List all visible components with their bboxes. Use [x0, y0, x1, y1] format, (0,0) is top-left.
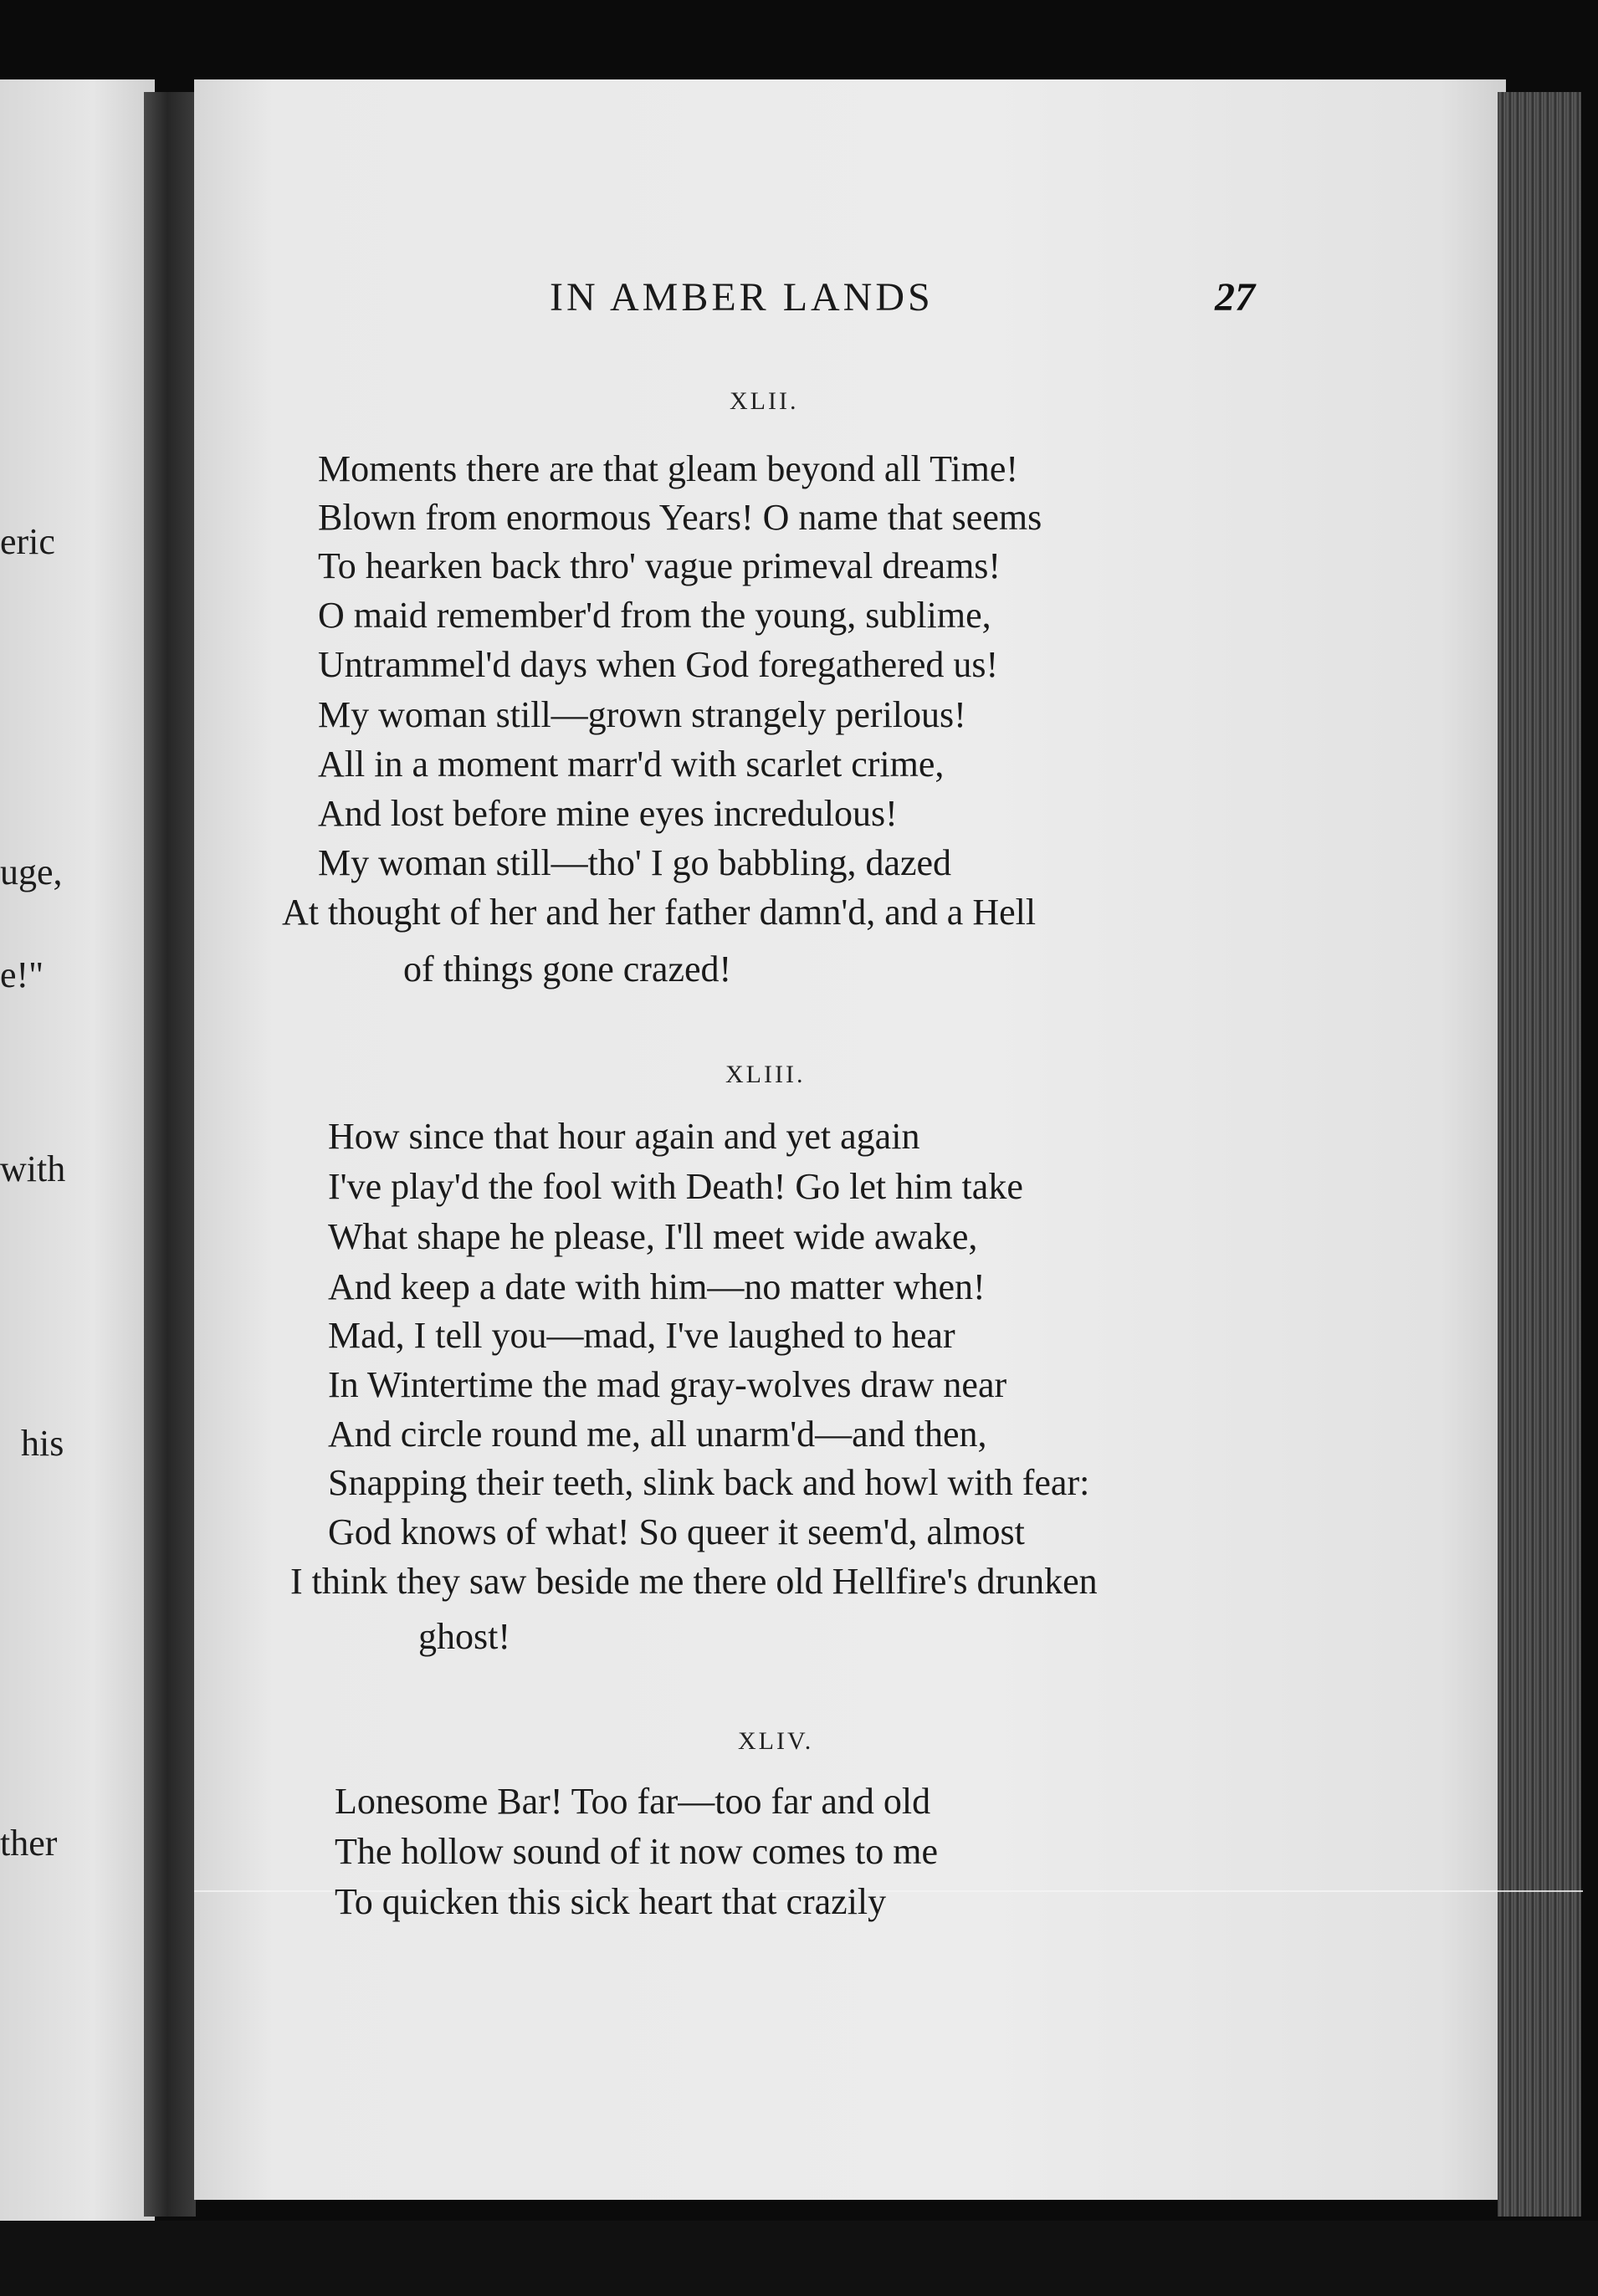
left-page-fragment: uge,: [0, 851, 63, 892]
verse-line: of things gone crazed!: [403, 949, 732, 989]
left-page-fragment: ther: [0, 1823, 58, 1864]
verse-line: Snapping their teeth, slink back and howl with fear:: [328, 1462, 1090, 1503]
left-page-fragment: his: [21, 1423, 64, 1464]
verse-line: Untrammel'd days when God foregathered us!: [318, 644, 999, 685]
verse-line: All in a moment marr'd with scarlet crime,: [318, 744, 945, 785]
verse-line: I think they saw beside me there old Hellfire's drunken: [290, 1561, 1098, 1602]
verse-line: I've play'd the fool with Death! Go let him take: [328, 1166, 1023, 1207]
verse-line: Blown from enormous Years! O name that seems: [318, 497, 1042, 538]
scan-border: [0, 2221, 1598, 2296]
verse-line: How since that hour again and yet again: [328, 1116, 920, 1157]
stanza-numeral: XLII.: [730, 387, 799, 415]
running-head-title: IN AMBER LANDS: [550, 275, 934, 320]
verse-line: What shape he please, I'll meet wide awake,: [328, 1216, 978, 1257]
verse-line: My woman still—tho' I go babbling, dazed: [318, 842, 952, 883]
verse-line: The hollow sound of it now comes to me: [335, 1831, 939, 1872]
verse-line: Lonesome Bar! Too far—too far and old: [335, 1781, 931, 1822]
verse-line: My woman still—grown strangely perilous!: [318, 694, 966, 735]
stanza-xliv: [194, 0, 1506, 2007]
page-number: 27: [1215, 275, 1255, 320]
left-page-fragment: eric: [0, 521, 55, 562]
verse-line: ghost!: [418, 1616, 510, 1657]
verse-line: O maid remember'd from the young, sublime,: [318, 595, 991, 636]
verse-line: At thought of her and her father damn'd, and a Hell: [282, 892, 1037, 933]
verse-line: And circle round me, all unarm'd—and then,: [328, 1414, 987, 1455]
stanza-numeral: XLIII.: [725, 1061, 806, 1088]
verse-line: Mad, I tell you—mad, I've laughed to hear: [328, 1315, 955, 1356]
verse-line: And lost before mine eyes incredulous!: [318, 793, 898, 834]
verse-line: Moments there are that gleam beyond all Time!: [318, 448, 1019, 489]
verse-line: To quicken this sick heart that crazily: [335, 1881, 887, 1922]
left-page-fragment: e!": [0, 954, 44, 995]
stanza-numeral: XLIV.: [738, 1727, 814, 1755]
book-gutter: [144, 92, 196, 2217]
verse-line: God knows of what! So queer it seem'd, almost: [328, 1511, 1025, 1552]
verse-line: And keep a date with him—no matter when!: [328, 1266, 986, 1307]
page-edge: [1498, 92, 1581, 2217]
left-page-fragment: with: [0, 1148, 66, 1189]
verse-line: In Wintertime the mad gray-wolves draw near: [328, 1364, 1007, 1405]
verse-line: To hearken back thro' vague primeval dreams!: [318, 545, 1001, 586]
